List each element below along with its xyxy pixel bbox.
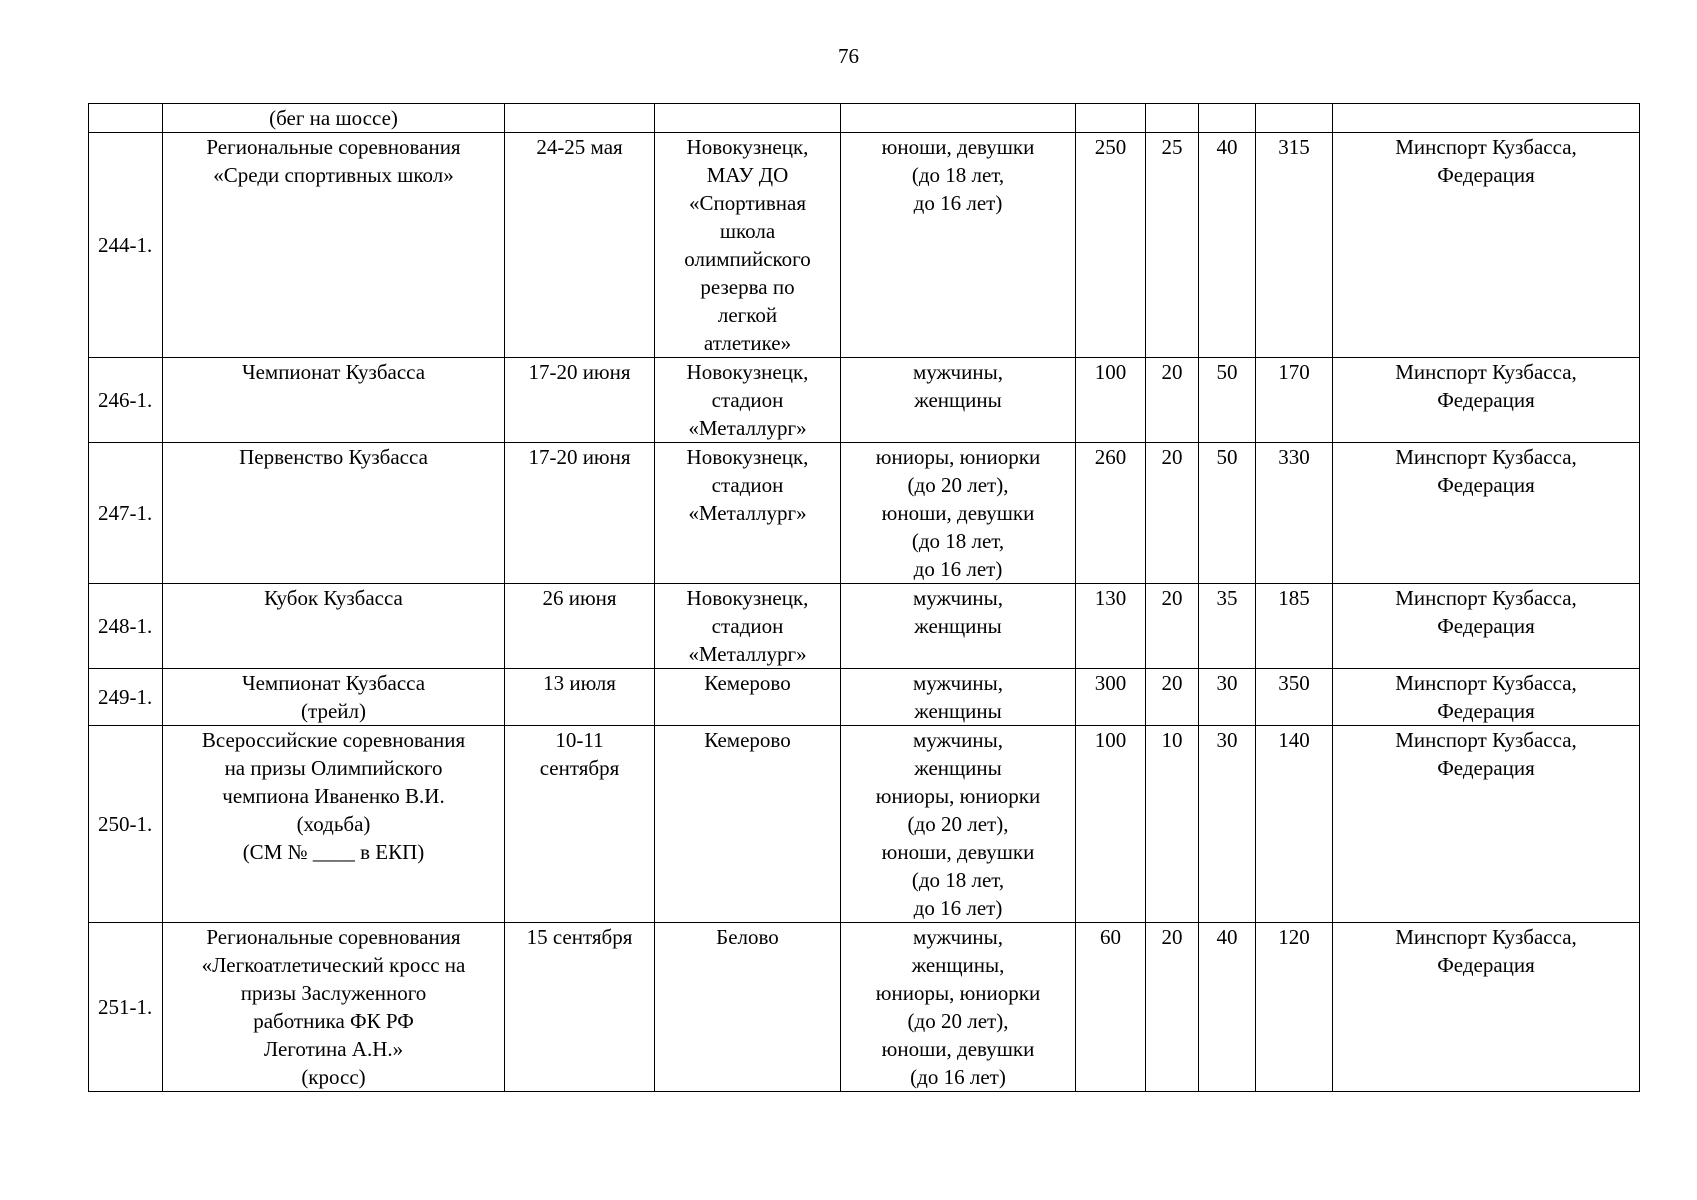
cell-organizer bbox=[1333, 104, 1640, 133]
table-row bbox=[89, 726, 1640, 923]
cell-count-3: 30 bbox=[1199, 726, 1256, 923]
cell-participants bbox=[841, 104, 1076, 133]
cell-count-2: 20 bbox=[1146, 443, 1199, 584]
table-row bbox=[89, 358, 1640, 443]
cell-place: Новокузнецк, МАУ ДО «Спортивная школа олимпийского резерва по легкой атлетике» bbox=[655, 133, 841, 358]
cell-total: 120 bbox=[1256, 923, 1333, 1092]
cell-count-2: 20 bbox=[1146, 584, 1199, 669]
table-row bbox=[89, 923, 1640, 1092]
cell-count-3: 50 bbox=[1199, 358, 1256, 443]
cell-organizer: Минспорт Кузбасса, Федерация bbox=[1333, 443, 1640, 584]
cell-event-name: Региональные соревнования «Легкоатлетический кросс на призы Заслуженного работника ФК РФ Леготина А.Н.» (кросс) bbox=[163, 923, 505, 1092]
cell-date: 15 сентября bbox=[505, 923, 655, 1092]
cell-count-2 bbox=[1146, 104, 1199, 133]
cell-event-name: Первенство Кузбасса bbox=[163, 443, 505, 584]
cell-num: 244-1. bbox=[89, 133, 163, 358]
cell-date: 24-25 мая bbox=[505, 133, 655, 358]
events-table bbox=[88, 103, 1640, 1092]
cell-total: 170 bbox=[1256, 358, 1333, 443]
cell-participants: мужчины, женщины bbox=[841, 669, 1076, 726]
cell-place: Новокузнецк, стадион «Металлург» bbox=[655, 358, 841, 443]
cell-organizer: Минспорт Кузбасса, Федерация bbox=[1333, 133, 1640, 358]
cell-organizer: Минспорт Кузбасса, Федерация bbox=[1333, 584, 1640, 669]
cell-place: Новокузнецк, стадион «Металлург» bbox=[655, 584, 841, 669]
cell-total: 185 bbox=[1256, 584, 1333, 669]
cell-num: 251-1. bbox=[89, 923, 163, 1092]
cell-count-1: 130 bbox=[1076, 584, 1146, 669]
cell-place: Новокузнецк, стадион «Металлург» bbox=[655, 443, 841, 584]
cell-place: Кемерово bbox=[655, 669, 841, 726]
cell-count-2: 10 bbox=[1146, 726, 1199, 923]
cell-num bbox=[89, 104, 163, 133]
cell-total: 350 bbox=[1256, 669, 1333, 726]
cell-participants: мужчины, женщины юниоры, юниорки (до 20 лет), юноши, девушки (до 18 лет, до 16 лет) bbox=[841, 726, 1076, 923]
cell-count-2: 20 bbox=[1146, 669, 1199, 726]
cell-count-1: 100 bbox=[1076, 726, 1146, 923]
cell-date: 26 июня bbox=[505, 584, 655, 669]
cell-place: Белово bbox=[655, 923, 841, 1092]
cell-count-1: 260 bbox=[1076, 443, 1146, 584]
cell-num: 249-1. bbox=[89, 669, 163, 726]
cell-total: 140 bbox=[1256, 726, 1333, 923]
cell-place bbox=[655, 104, 841, 133]
cell-event-name: Кубок Кузбасса bbox=[163, 584, 505, 669]
cell-event-name: Региональные соревнования «Среди спортивных школ» bbox=[163, 133, 505, 358]
cell-participants: мужчины, женщины bbox=[841, 584, 1076, 669]
cell-total bbox=[1256, 104, 1333, 133]
cell-date: 17-20 июня bbox=[505, 443, 655, 584]
cell-count-2: 20 bbox=[1146, 923, 1199, 1092]
cell-participants: мужчины, женщины, юниоры, юниорки (до 20 лет), юноши, девушки (до 16 лет) bbox=[841, 923, 1076, 1092]
cell-count-3: 30 bbox=[1199, 669, 1256, 726]
table-row bbox=[89, 669, 1640, 726]
cell-participants: мужчины, женщины bbox=[841, 358, 1076, 443]
cell-organizer: Минспорт Кузбасса, Федерация bbox=[1333, 669, 1640, 726]
cell-count-3: 40 bbox=[1199, 923, 1256, 1092]
cell-date: 10-11 сентября bbox=[505, 726, 655, 923]
cell-num: 247-1. bbox=[89, 443, 163, 584]
cell-place: Кемерово bbox=[655, 726, 841, 923]
cell-date: 17-20 июня bbox=[505, 358, 655, 443]
cell-event-name: (бег на шоссе) bbox=[163, 104, 505, 133]
cell-count-1: 60 bbox=[1076, 923, 1146, 1092]
cell-date bbox=[505, 104, 655, 133]
table-row bbox=[89, 443, 1640, 584]
cell-count-3: 50 bbox=[1199, 443, 1256, 584]
cell-event-name: Чемпионат Кузбасса bbox=[163, 358, 505, 443]
cell-total: 315 bbox=[1256, 133, 1333, 358]
cell-participants: юноши, девушки (до 18 лет, до 16 лет) bbox=[841, 133, 1076, 358]
cell-count-2: 20 bbox=[1146, 358, 1199, 443]
cell-date: 13 июля bbox=[505, 669, 655, 726]
continued-row bbox=[89, 104, 1640, 133]
cell-participants: юниоры, юниорки (до 20 лет), юноши, девушки (до 18 лет, до 16 лет) bbox=[841, 443, 1076, 584]
cell-organizer: Минспорт Кузбасса, Федерация bbox=[1333, 923, 1640, 1092]
cell-num: 250-1. bbox=[89, 726, 163, 923]
cell-count-3: 35 bbox=[1199, 584, 1256, 669]
table-row bbox=[89, 133, 1640, 358]
cell-organizer: Минспорт Кузбасса, Федерация bbox=[1333, 726, 1640, 923]
cell-event-name: Всероссийские соревнования на призы Олимпийского чемпиона Иваненко В.И. (ходьба) (СМ № ____ в ЕКП) bbox=[163, 726, 505, 923]
cell-count-3: 40 bbox=[1199, 133, 1256, 358]
cell-count-1: 250 bbox=[1076, 133, 1146, 358]
cell-organizer: Минспорт Кузбасса, Федерация bbox=[1333, 358, 1640, 443]
page-number: 76 bbox=[838, 44, 859, 68]
cell-count-1: 100 bbox=[1076, 358, 1146, 443]
cell-event-name: Чемпионат Кузбасса (трейл) bbox=[163, 669, 505, 726]
cell-count-2: 25 bbox=[1146, 133, 1199, 358]
cell-total: 330 bbox=[1256, 443, 1333, 584]
cell-count-1 bbox=[1076, 104, 1146, 133]
cell-num: 248-1. bbox=[89, 584, 163, 669]
cell-count-3 bbox=[1199, 104, 1256, 133]
table-row bbox=[89, 584, 1640, 669]
cell-count-1: 300 bbox=[1076, 669, 1146, 726]
cell-num: 246-1. bbox=[89, 358, 163, 443]
